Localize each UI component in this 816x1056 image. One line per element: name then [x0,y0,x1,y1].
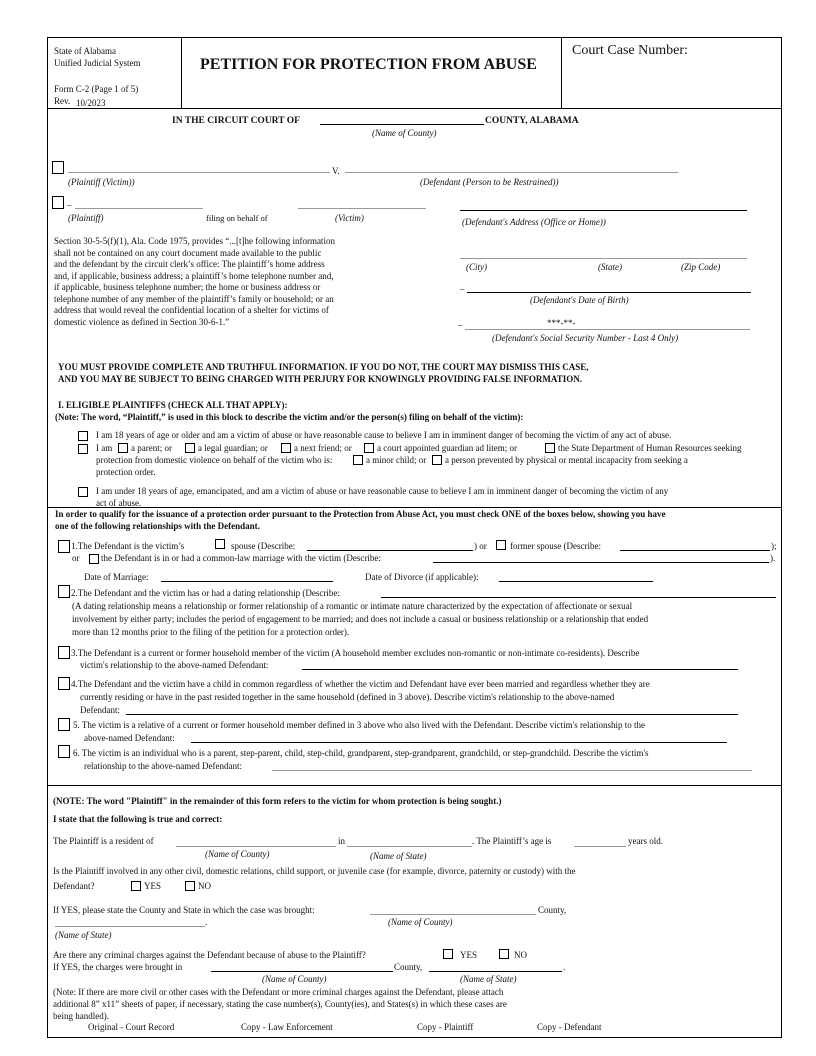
relative-field[interactable] [191,742,727,743]
charges-state-caption: (Name of State) [460,974,517,984]
dob-dash: – [460,284,465,294]
dhr-checkbox[interactable] [545,443,555,453]
facts-divider [47,785,782,786]
eligible-opt2-h: a minor child; or [366,455,427,465]
eligible-opt2-f: the State Department of Human Resources seeking [558,443,742,453]
eligible-opt1: I am 18 years of age or older and am a victim of abuse or have reasonable cause to believe I am in imminent danger of becoming the victim of any act of abuse. [96,430,672,440]
defendant-address-field[interactable] [460,210,747,211]
common-law-field[interactable] [433,562,769,563]
header-form: Form C-2 (Page 1 of 5) [54,84,139,94]
resident-state-caption: (Name of State) [370,851,427,861]
defendant-field[interactable] [345,172,678,173]
relationship-2-checkbox[interactable] [58,585,70,598]
plaintiff-victim-field[interactable] [68,172,330,173]
county-field[interactable] [320,124,484,125]
eligible-opt2-g: protection from domestic violence on behalf of the victim who is: [96,455,333,465]
dob-caption: (Defendant's Date of Birth) [530,295,629,305]
criminal-yes: YES [460,950,478,960]
r1-d: former spouse (Describe: [510,541,601,551]
in-label: in [338,836,346,846]
criminal-no: NO [514,950,527,960]
city-state-zip-field[interactable] [460,258,747,259]
warning-line-2: AND YOU MAY BE SUBJECT TO BEING CHARGED WITH PERJURY FOR KNOWINGLY PROVIDING FALSE INFORMATION. [58,374,582,384]
r4-b: currently residing or have in the past resided together in the same household (defined in 3 above). Describe victim's relationship to the above-named [80,692,615,702]
r5-b: above-named Defendant: [84,733,175,743]
guardian-ad-litem-checkbox[interactable] [364,443,374,453]
minor-child-checkbox[interactable] [353,455,363,465]
victim-caption: (Victim) [335,213,364,223]
plaintiff-caption: (Plaintiff) [68,213,104,223]
statute-text: Section 30-5-5(f)(1), Ala. Code 1975, provides “...[t]he following information shall not be contained on any court document made available to the public and the defendant by the circuit clerk’s office: The plaintiff’s home address and, if applicable, business address; a plaintiff’s home telephone number and, if applicable, business telephone number; the home or business address or telephone number of any member of the plaintiff’s family or household; or an address that would reveal the confidential location of a shelter for victims of domestic violence as defined in Section 30-6-1.” [54,236,335,327]
note2-c: being handled). [53,1011,109,1021]
criminal-no-checkbox[interactable] [499,949,509,959]
r2-b: (A dating relationship means a relationship or former relationship of a romantic or intimate nature characterized by the expectation of affectionate or sexual [72,601,633,611]
defendant-caption: (Defendant (Person to be Restrained)) [420,177,559,187]
note2-b: additional 8” x11” sheets of paper, if necessary, stating the case number(s), County(ies), and States(s) in which these cases are [53,999,507,1009]
case-county-word: County, [538,905,567,915]
resident-county-field[interactable] [176,846,336,847]
note2-a: (Note: If there are more civil or other cases with the Defendant or more criminal charges against the Defendant, please attach [53,987,504,997]
relationship-4-checkbox[interactable] [58,677,70,690]
plaintiff-dash: – [67,200,72,210]
header-state: State of Alabama [54,46,116,56]
divorce-date-label: Date of Divorce (if applicable): [365,572,479,582]
r4-a: 4.The Defendant and the victim have a child in common regardless of whether the victim and Defendant have ever been married and regardless whether they are [71,679,650,689]
case-state-dot: . [205,917,208,927]
charges-county-word: County, [394,962,423,972]
involved-no-checkbox[interactable] [185,881,195,891]
case-number-label: Court Case Number: [572,43,688,58]
r2-d: more than 12 months prior to the filing of the petition for a protection order). [72,627,350,637]
eligible-opt2-a: I am [96,443,113,453]
plaintiff-field[interactable] [75,208,203,209]
common-law-checkbox[interactable] [89,554,99,564]
resident-county-caption: (Name of County) [205,849,270,859]
eligible-opt2-e: a court appointed guardian ad litem; or [377,443,517,453]
case-county-caption: (Name of County) [388,917,453,927]
relationship-divider [47,507,782,508]
eligible-opt2-i: a person prevented by physical or mental incapacity from seeking a [445,455,688,465]
warning-line-1: YOU MUST PROVIDE COMPLETE AND TRUTHFUL INFORMATION. IF YOU DO NOT, THE COURT MAY DISMISS THIS CASE, [58,362,589,372]
court-suffix: COUNTY, ALABAMA [485,116,579,126]
relationship-intro-2: one of the following relationships with the Defendant. [55,521,260,531]
years-label: years old. [628,836,663,846]
zip-caption: (Zip Code) [681,262,721,272]
ssn-dash: – [458,320,463,330]
eligible-behalf-checkbox[interactable] [78,444,88,454]
eligible-opt2-j: protection order. [96,467,156,477]
household-field[interactable] [302,669,738,670]
r1-a: 1.The Defendant is the victim’s [71,541,185,551]
incapacity-checkbox[interactable] [432,455,442,465]
eligible-opt2-b: a parent; or [131,443,172,453]
footer-plaintiff: Copy - Plaintiff [417,1022,474,1032]
filing-behalf-caption: filing on behalf of [206,213,268,223]
former-spouse-field[interactable] [620,550,770,551]
r4-c: Defendant: [80,705,120,715]
if-yes-label: If YES, please state the County and State in which the case was brought: [53,905,315,915]
facts-state-true: I state that the following is true and correct: [53,814,223,824]
relationship-1-checkbox[interactable] [58,540,70,553]
eligible-opt3-a: I am under 18 years of age, emancipated, and am a victim of abuse or have reasonable cause to believe I am in imminent danger of becoming the victim of any [96,486,669,496]
age-field[interactable] [574,846,626,847]
involved-yes-checkbox[interactable] [131,881,141,891]
plaintiff-victim-caption: (Plaintiff (Victim)) [68,177,135,187]
footer-court-record: Original - Court Record [88,1022,175,1032]
plaintiff-checkbox[interactable] [52,196,64,209]
criminal-question: Are there any criminal charges against the Defendant because of abuse to the Plaintiff? [53,950,366,960]
parent-checkbox[interactable] [118,443,128,453]
facts-note: (NOTE: The word "Plaintiff" in the remainder of this form refers to the victim for whom protection is being sought.) [53,796,502,806]
relationship-3-checkbox[interactable] [58,646,70,659]
r2-c: involvement by either party; includes the period of engagement to be married; and does not include a casual or business relationship or a relationship that ended [72,614,649,624]
former-spouse-checkbox[interactable] [496,540,506,550]
header-divider [47,108,782,109]
charges-county-field[interactable] [211,971,393,972]
eligible-opt3-b: act of abuse. [96,498,142,508]
involved-no: NO [198,881,211,891]
charges-state-field[interactable] [429,971,562,972]
spouse-checkbox[interactable] [215,539,225,549]
plaintiff-victim-checkbox[interactable] [52,161,64,174]
header-system: Unified Judicial System [54,58,141,68]
court-prefix: IN THE CIRCUIT COURT OF [172,116,300,126]
relationship-6-checkbox[interactable] [58,745,70,758]
eligible-minor-checkbox[interactable] [78,487,88,497]
family-relation-field[interactable] [272,770,752,771]
eligible-note: (Note: The word, “Plaintiff,” is used in this block to describe the victim and/or the person(s) filing on behalf of the victim): [55,412,524,422]
relationship-intro-1: In order to qualify for the issuance of a protection order pursuant to the Protection from Abuse Act, you must check ONE of the boxes below, showing you have [55,509,666,519]
involved-line-1: Is the Plaintiff involved in any other civil, domestic relations, child support, or juvenile case (for example, divorce, paternity or custody) with the [53,866,576,876]
age-label: . The Plaintiff’s age is [472,836,552,846]
eligible-18-checkbox[interactable] [78,431,88,441]
involved-yes: YES [144,881,162,891]
r5-a: 5. The victim is a relative of a current or former household member defined in 3 above who also lived with the Defendant. Describe victim's relationship to the [73,720,646,730]
footer-defendant: Copy - Defendant [537,1022,602,1032]
victim-field[interactable] [298,208,426,209]
criminal-yes-checkbox[interactable] [443,949,453,959]
relationship-5-checkbox[interactable] [58,718,70,731]
eligible-heading: I. ELIGIBLE PLAINTIFFS (CHECK ALL THAT APPLY): [58,400,288,410]
case-state-field[interactable] [55,926,205,927]
r1-e: ); [771,541,777,551]
r6-a: 6. The victim is an individual who is a parent, step-parent, child, step-child, grandparent, step-grandparent, grandchild, or step-grandchild. Describe the victim's [73,748,649,758]
r2-a: 2.The Defendant and the victim has or had a dating relationship (Describe: [71,588,340,598]
city-caption: (City) [466,262,487,272]
marriage-date-label: Date of Marriage: [84,572,149,582]
page-title: PETITION FOR PROTECTION FROM ABUSE [200,56,537,73]
defendant-address-caption: (Defendant's Address (Office or Home)) [462,217,606,227]
footer-law-enforcement: Copy - Law Enforcement [241,1022,333,1032]
eligible-opt2-c: a legal guardian; or [198,443,268,453]
header-rev-label: Rev. [54,96,71,106]
marriage-date-field[interactable] [161,581,333,582]
legal-guardian-checkbox[interactable] [185,443,195,453]
eligible-opt2-d: a next friend; or [294,443,352,453]
ssn-field[interactable] [465,329,750,330]
ssn-caption: (Defendant's Social Security Number - Last 4 Only) [492,333,679,343]
dob-field[interactable] [467,292,751,293]
child-in-common-field[interactable] [126,714,738,715]
county-caption: (Name of County) [372,128,437,138]
charges-label: If YES, the charges were brought in [53,962,183,972]
charges-state-dot: . [563,962,566,972]
r1-h: ). [770,553,776,563]
r1-f: or [72,553,80,563]
case-county-field[interactable] [370,914,536,915]
r3-a: 3.The Defendant is a current or former household member of the victim (A household member excludes non-romantic or non-intimate co-residents). Describe [71,648,640,658]
r3-b: victim's relationship to the above-named Defendant: [80,660,269,670]
dating-describe-field[interactable] [381,597,776,598]
resident-label: The Plaintiff is a resident of [53,836,154,846]
resident-state-field[interactable] [347,846,472,847]
r1-g: the Defendant is in or had a common-law marriage with the victim (Describe: [101,553,381,563]
r1-b: spouse (Describe: [231,541,296,551]
versus: V. [332,166,340,176]
r1-c: ) or [474,541,487,551]
next-friend-checkbox[interactable] [281,443,291,453]
charges-county-caption: (Name of County) [262,974,327,984]
ssn-mask: ***-**- [547,318,576,328]
state-caption: (State) [598,262,622,272]
spouse-describe-field[interactable] [307,550,473,551]
header-rev-date: 10/2023 [76,98,106,108]
r6-b: relationship to the above-named Defendant: [84,761,242,771]
case-state-caption: (Name of State) [55,930,112,940]
involved-line-2: Defendant? [53,881,95,891]
divorce-date-field[interactable] [499,581,653,582]
